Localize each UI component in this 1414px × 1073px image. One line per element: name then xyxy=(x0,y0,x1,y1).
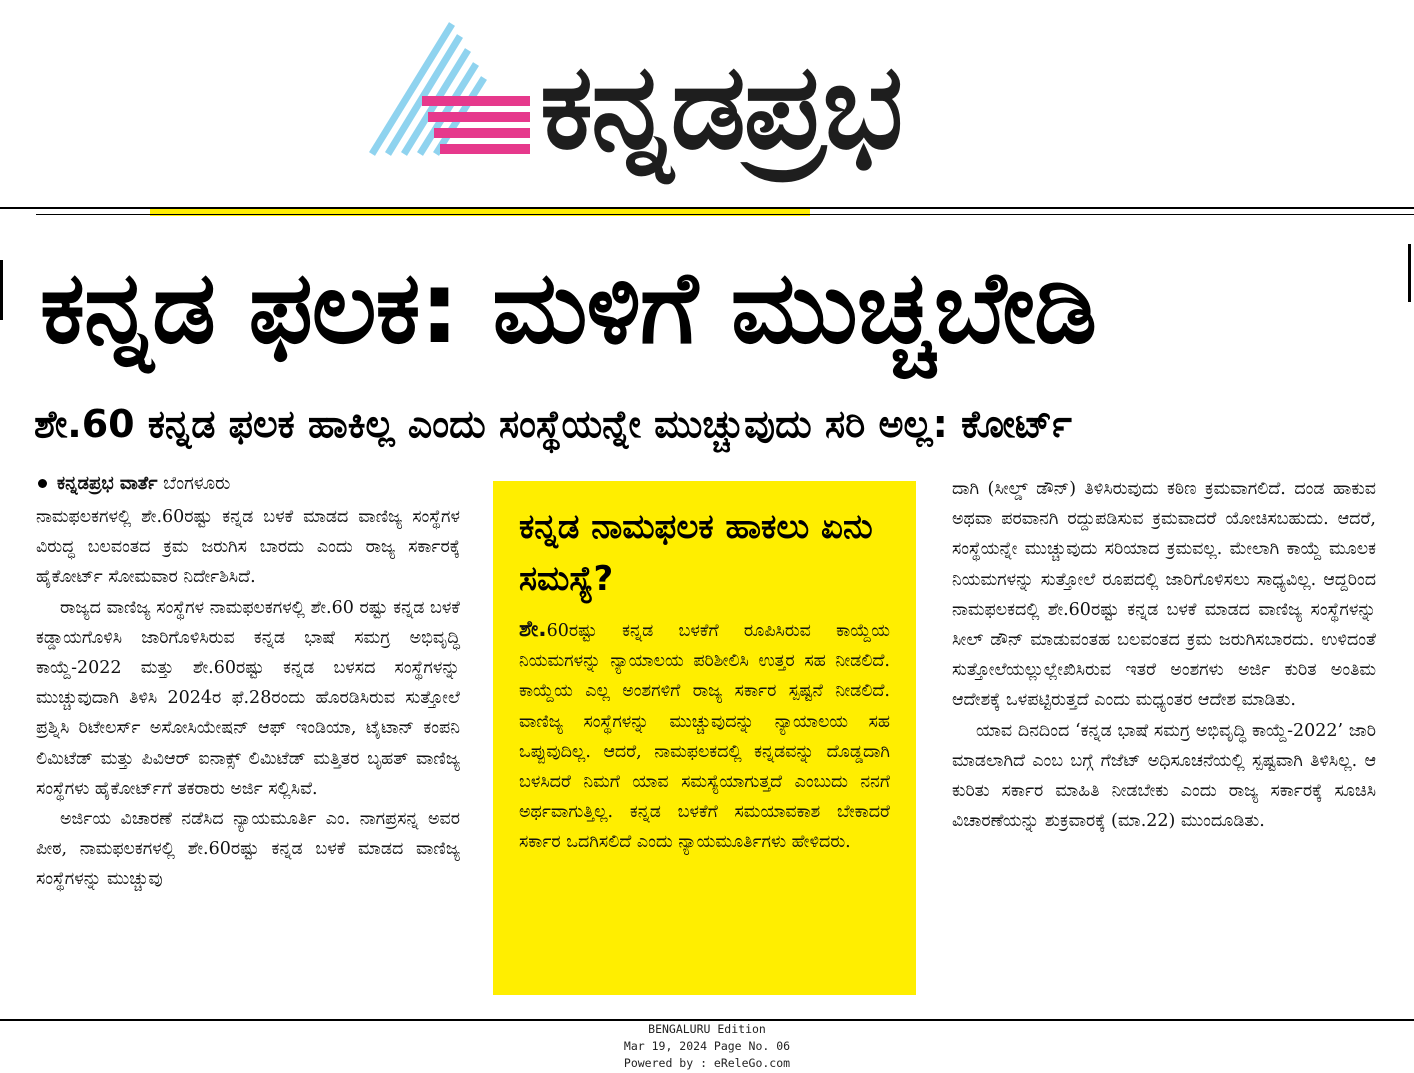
right-paragraph-1: ದಾಗಿ (ಸೀಲ್ಡ್ ಡೌನ್) ತಿಳಿಸಿರುವುದು ಕಠಿಣ ಕ್ರಮವಾಗಲಿದೆ. ದಂಡ ಹಾಕುವ ಅಥವಾ ಪರವಾನಗಿ ರದ್ದುಪಡಿಸುವ ಕ್ರಮವಾದರೆ ಯೋಚಿಸಬಹುದು. ಆದರೆ, ಸಂಸ್ಥೆಯನ್ನೇ ಮುಚ್ಚುವುದು ಸರಿಯಾದ ಕ್ರಮವಲ್ಲ. ಮೇಲಾಗಿ ಕಾಯ್ದೆ ಮೂಲಕ ನಿಯಮಗಳನ್ನು ಸುತ್ತೋಲೆ ರೂಪದಲ್ಲಿ ಜಾರಿಗೊಳಿಸಲು ಸಾಧ್ಯವಿಲ್ಲ. ಆದ್ದರಿಂದ ನಾಮಫಲಕದಲ್ಲಿ ಶೇ.60ರಷ್ಟು ಕನ್ನಡ ಬಳಕೆ ಮಾಡದ ವಾಣಿಜ್ಯ ಸಂಸ್ಥೆಗಳನ್ನು ಸೀಲ್ ಡೌನ್ ಮಾಡುವಂತಹ ಬಲವಂತದ ಕ್ರಮ ಜರುಗಿಸಬಾರದು. ಉಳಿದಂತೆ ಸುತ್ತೋಲೆಯಲ್ಲುಲ್ಲೇಖಿಸಿರುವ ಇತರೆ ಅಂಶಗಳು ಅರ್ಜಿ ಕುರಿತ ಅಂತಿಮ ಆದೇಶಕ್ಕೆ ಒಳಪಟ್ಟಿರುತ್ತದೆ ಎಂದು ಮಧ್ಯಂತರ ಆದೇಶ ಮಾಡಿತು. xyxy=(952,479,1376,711)
byline xyxy=(36,470,460,498)
footer xyxy=(0,1021,1414,1072)
masthead xyxy=(0,0,1414,206)
footer-powered-by[interactable]: Powered by : eReleGo.com xyxy=(623,1056,791,1070)
highlight-box-title: ಕನ್ನಡ ನಾಮಫಲಕ ಹಾಕಲು ಏನು ಸಮಸ್ಯೆ? xyxy=(519,507,873,599)
kannadaprabha-logo-icon xyxy=(366,14,536,160)
footer-edition: BENGALURU Edition xyxy=(648,1022,766,1036)
left-paragraph-3: ಅರ್ಜಿಯ ವಿಚಾರಣೆ ನಡೆಸಿದ ನ್ಯಾಯಮೂರ್ತಿ ಎಂ. ನಾಗಪ್ರಸನ್ನ ಅವರ ಪೀಠ, ನಾಮಫಲಕಗಳಲ್ಲಿ ಶೇ.60ರಷ್ಟು ಕನ್ನಡ ಬಳಕೆ ಮಾಡದ ವಾಣಿಜ್ಯ ಸಂಸ್ಥೆಗಳನ್ನು ಮುಚ್ಚುವು xyxy=(36,809,460,890)
left-column xyxy=(36,470,460,895)
right-column xyxy=(952,474,1376,836)
right-edge-mark xyxy=(1408,244,1411,302)
subheadline: ಶೇ.60 ಕನ್ನಡ ಫಲಕ ಹಾಕಿಲ್ಲ ಎಂದು ಸಂಸ್ಥೆಯನ್ನೇ ಮುಚ್ಚುವುದು ಸರಿ ಅಲ್ಲ: ಕೋರ್ಟ್ xyxy=(34,402,1072,446)
highlight-box xyxy=(493,481,916,995)
masthead-rule-secondary xyxy=(36,214,1414,215)
right-paragraph-2: ಯಾವ ದಿನದಿಂದ ‘ಕನ್ನಡ ಭಾಷೆ ಸಮಗ್ರ ಅಭಿವೃದ್ಧಿ ಕಾಯ್ದೆ-2022’ ಜಾರಿ ಮಾಡಲಾಗಿದೆ ಎಂಬ ಬಗ್ಗೆ ಗೆಜೆಟ್ ಅಧಿಸೂಚನೆಯಲ್ಲಿ ಸ್ಪಷ್ಟವಾಗಿ ತಿಳಿಸಿಲ್ಲ. ಆ ಕುರಿತು ಸರ್ಕಾರ ಮಾಹಿತಿ ನೀಡಬೇಕು ಎಂದು ರಾಜ್ಯ ಸರ್ಕಾರಕ್ಕೆ ಸೂಚಿಸಿ ವಿಚಾರಣೆಯನ್ನು ಶುಕ್ರವಾರಕ್ಕೆ (ಮಾ.22) ಮುಂದೂಡಿತು. xyxy=(952,720,1376,832)
headline: ಕನ್ನಡ ಫಲಕ: ಮಳಿಗೆ ಮುಚ್ಚಬೇಡಿ xyxy=(40,249,1097,366)
byline-source: ಕನ್ನಡಪ್ರಭ ವಾರ್ತೆ xyxy=(57,473,158,494)
left-edge-mark xyxy=(0,260,3,320)
highlight-box-lead: ಶೇ. xyxy=(519,617,547,642)
brand-name: ಕನ್ನಡಪ್ರಭ xyxy=(540,37,902,175)
bullet-icon xyxy=(38,479,47,488)
highlight-box-body: 60ರಷ್ಟು ಕನ್ನಡ ಬಳಕೆಗೆ ರೂಪಿಸಿರುವ ಕಾಯ್ದೆಯ ನಿಯಮಗಳನ್ನು ನ್ಯಾಯಾಲಯ ಪರಿಶೀಲಿಸಿ ಉತ್ತರ ಸಹ ನೀಡಲಿದೆ. ಕಾಯ್ದೆಯ ಎಲ್ಲ ಅಂಶಗಳಿಗೆ ರಾಜ್ಯ ಸರ್ಕಾರ ಸ್ಪಷ್ಟನೆ ನೀಡಲಿದೆ. ವಾಣಿಜ್ಯ ಸಂಸ್ಥೆಗಳನ್ನು ಮುಚ್ಚುವುದನ್ನು ನ್ಯಾಯಾಲಯ ಸಹ ಒಪ್ಪುವುದಿಲ್ಲ. ಆದರೆ, ನಾಮಫಲಕದಲ್ಲಿ ಕನ್ನಡವನ್ನು ದೊಡ್ಡದಾಗಿ ಬಳಸಿದರೆ ನಿಮಗೆ ಯಾವ ಸಮಸ್ಯೆಯಾಗುತ್ತದೆ ಎಂಬುದು ನನಗೆ ಅರ್ಥವಾಗುತ್ತಿಲ್ಲ. ಕನ್ನಡ ಬಳಕೆಗೆ ಸಮಯಾವಕಾಶ ಬೇಕಾದರೆ ಸರ್ಕಾರ ಒದಗಿಸಲಿದೆ ಎಂದು ನ್ಯಾಯಮೂರ್ತಿಗಳು ಹೇಳಿದರು. xyxy=(519,621,890,853)
left-paragraph-2: ರಾಜ್ಯದ ವಾಣಿಜ್ಯ ಸಂಸ್ಥೆಗಳ ನಾಮಫಲಕಗಳಲ್ಲಿ ಶೇ.60 ರಷ್ಟು ಕನ್ನಡ ಬಳಕೆ ಕಡ್ಡಾಯಗೊಳಿಸಿ ಜಾರಿಗೊಳಿಸಿರುವ ಕನ್ನಡ ಭಾಷೆ ಸಮಗ್ರ ಅಭಿವೃದ್ಧಿ ಕಾಯ್ದೆ-2022 ಮತ್ತು ಶೇ.60ರಷ್ಟು ಕನ್ನಡ ಬಳಸದ ಸಂಸ್ಥೆಗಳನ್ನು ಮುಚ್ಚುವುದಾಗಿ ತಿಳಿಸಿ 2024ರ ಫೆ.28ರಂದು ಹೊರಡಿಸಿರುವ ಸುತ್ತೋಲೆ ಪ್ರಶ್ನಿಸಿ ರಿಟೇಲರ್ಸ್ ಅಸೋಸಿಯೇಷನ್ ಆಫ್ ಇಂಡಿಯಾ, ಟೈಟಾನ್ ಕಂಪನಿ ಲಿಮಿಟೆಡ್ ಮತ್ತು ಪಿವಿಆರ್ ಐನಾಕ್ಸ್ ಲಿಮಿಟೆಡ್ ಮತ್ತಿತರ ಬೃಹತ್ ವಾಣಿಜ್ಯ ಸಂಸ್ಥೆಗಳು ಹೈಕೋರ್ಟ್‌ಗೆ ತಕರಾರು ಅರ್ಜಿ ಸಲ್ಲಿಸಿವೆ. xyxy=(36,597,460,799)
left-paragraph-1: ನಾಮಫಲಕಗಳಲ್ಲಿ ಶೇ.60ರಷ್ಟು ಕನ್ನಡ ಬಳಕೆ ಮಾಡದ ವಾಣಿಜ್ಯ ಸಂಸ್ಥೆಗಳ ವಿರುದ್ಧ ಬಲವಂತದ ಕ್ರಮ ಜರುಗಿಸ ಬಾರದು ಎಂದು ರಾಜ್ಯ ಸರ್ಕಾರಕ್ಕೆ ಹೈಕೋರ್ಟ್ ಸೋಮವಾರ ನಿರ್ದೇಶಿಸಿದೆ. xyxy=(36,507,460,588)
footer-date-page: Mar 19, 2024 Page No. 06 xyxy=(623,1039,791,1053)
highlight-box-text xyxy=(519,615,890,858)
byline-place: ಬೆಂಗಳೂರು xyxy=(163,473,231,494)
